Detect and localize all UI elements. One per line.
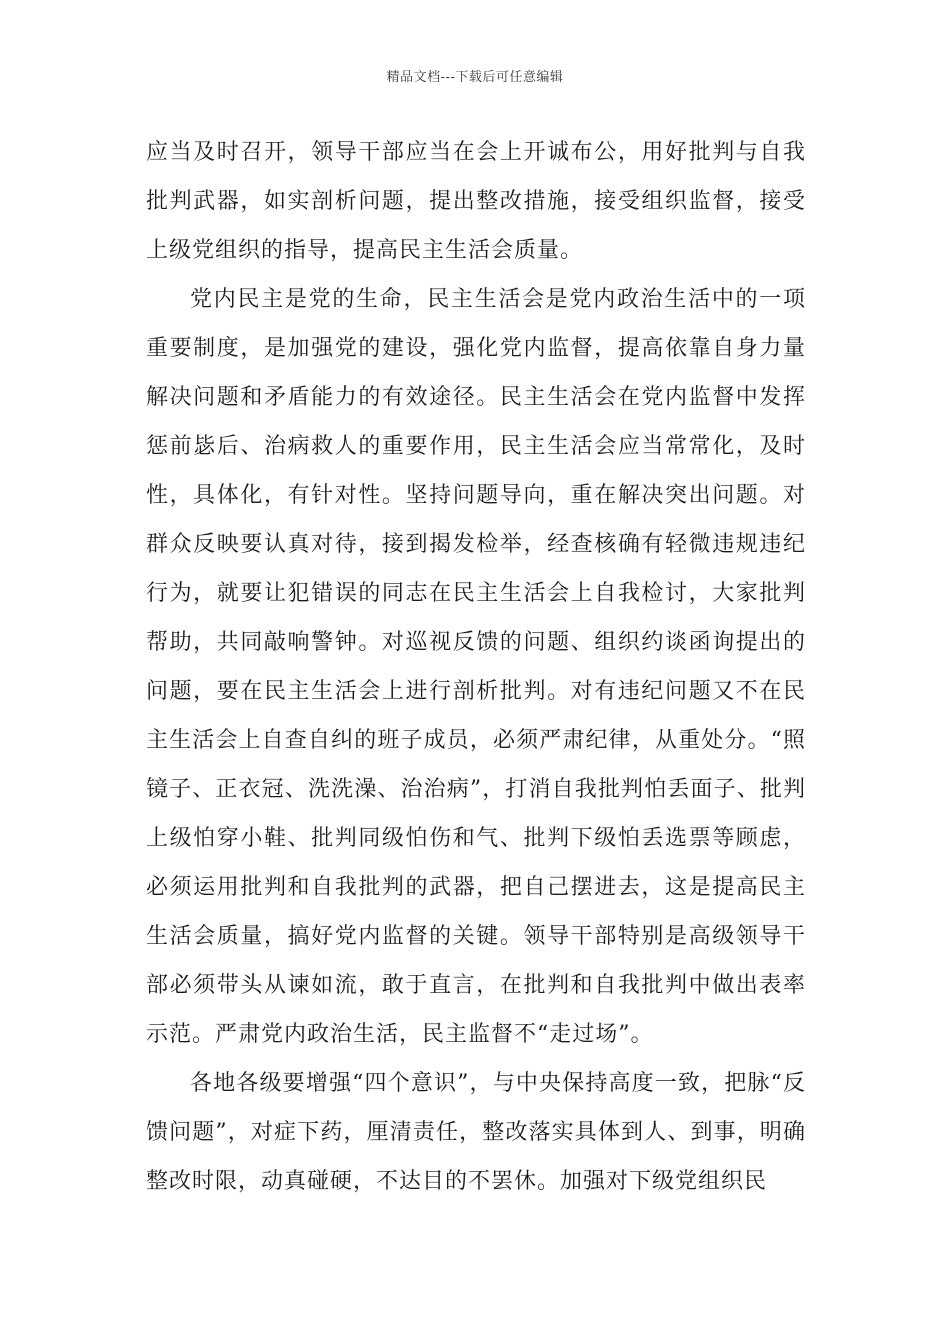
paragraph-inner-party-democracy: 党内民主是党的生命，民主生活会是党内政治生活中的一项重要制度，是加强党的建设，强化党内监督，提高依靠自身力量解决问题和矛盾能力的有效途径。民主生活会在党内监督中发挥惩前毖后、治病救人的重要作用，民主生活会应当常常化，及时性，具体化，有针对性。坚持问题导向，重在解决突出问题。对群众反映要认真对待，接到揭发检举，经查核确有轻微违规违纪行为，就要让犯错误的同志在民主生活会上自我检讨，大家批判帮助，共同敲响警钟。对巡视反馈的问题、组织约谈函询提出的问题，要在民主生活会上进行剖析批判。对有违纪问题又不在民主生活会上自查自纠的班子成员，必须严肃纪律，从重处分。“照镜子、正衣冠、洗洗澡、治治病”，打消自我批判怕丢面子、批判上级怕穿小鞋、批判同级怕伤和气、批判下级怕丢选票等顾虑，必须运用批判和自我批判的武器，把自己摆进去，这是提高民主生活会质量，搞好党内监督的关键。领导干部特别是高级领导干部必须带头从谏如流，敢于直言，在批判和自我批判中做出表率示范。严肃党内政治生活，民主监督不“走过场”。	[146, 287, 806, 1047]
paragraph-four-consciousnesses: 各地各级要增强“四个意识”，与中央保持高度一致，把脉“反馈问题”，对症下药，厘清责任，整改落实具体到人、到事，明确整改时限，动真碰硬，不达目的不罢休。加强对下级党组织民	[146, 1071, 806, 1194]
document-body	[146, 128, 806, 1206]
page-header: 精品文档---下载后可任意编辑	[386, 70, 564, 85]
paragraph-continuation: 应当及时召开，领导干部应当在会上开诚布公，用好批判与自我批判武器，如实剖析问题，提出整改措施，接受组织监督，接受上级党组织的指导，提高民主生活会质量。	[146, 140, 806, 263]
